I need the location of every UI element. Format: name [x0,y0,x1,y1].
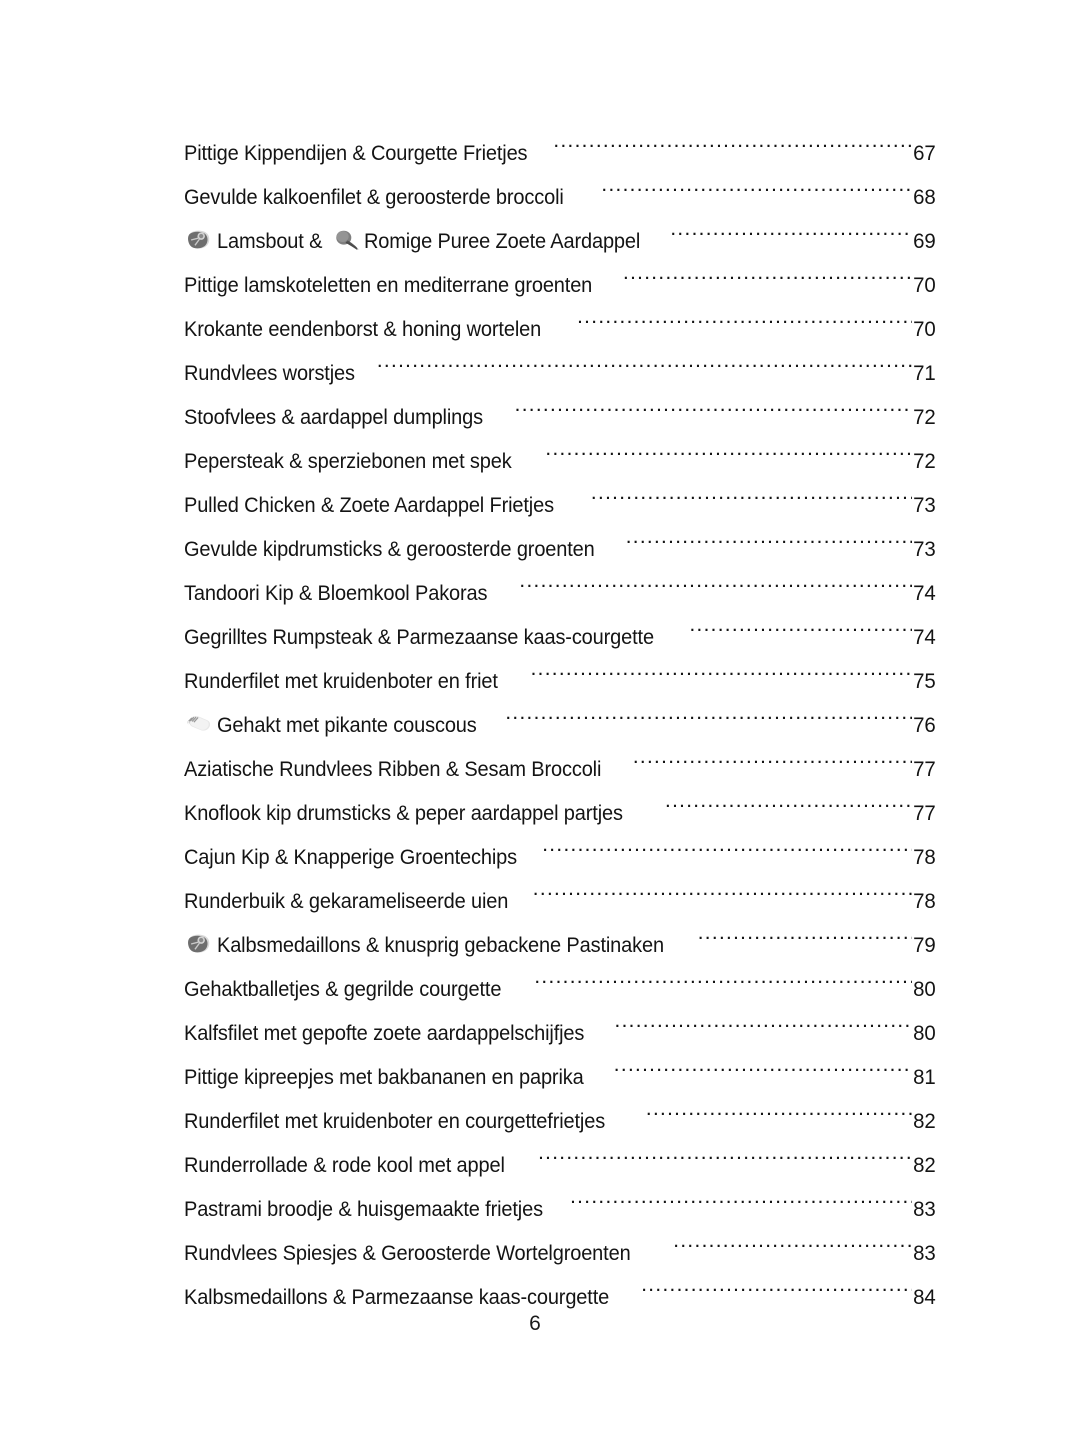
toc-leader-dots [661,226,912,248]
toc-entry[interactable] [184,395,936,439]
toc-leader-dots [641,1282,912,1304]
poultry-leg-icon [332,229,362,251]
toc-entry-title: Rundvlees Spiesjes & Geroosterde Wortelgroenten [184,1241,631,1265]
toc-entry[interactable] [184,923,936,967]
toc-entry-page-number: 73 [913,493,936,517]
toc-entry-page-number: 80 [913,977,936,1001]
toc-leader-dots [614,1018,912,1040]
toc-entry-title: Runderrollade & rode kool met appel [184,1153,505,1177]
toc-entry[interactable] [184,747,936,791]
toc-leader-dots [568,314,912,336]
toc-leader-dots [542,842,912,864]
toc-leader-dots [496,710,912,732]
toc-entry-title: Pittige Kippendijen & Courgette Frietjes [184,141,528,165]
toc-entry-title: Pepersteak & sperziebonen met spek [184,449,512,473]
toc-leader-dots [614,1062,913,1084]
toc-leader-dots [529,1150,912,1172]
toc-leader-dots [664,1238,912,1260]
toc-entry-page-number: 82 [913,1153,936,1177]
toc-leader-dots [592,182,912,204]
toc-entry-title: Cajun Kip & Knapperige Groentechips [184,845,518,869]
toc-entry-title: Aziatische Rundvlees Ribben & Sesam Broccoli [184,757,602,781]
toc-entry[interactable] [184,967,936,1011]
toc-entry-page-number: 67 [913,141,936,165]
toc-entry[interactable] [184,835,936,879]
toc-leader-dots [637,1106,913,1128]
toc-entry[interactable] [184,1231,936,1275]
toc-entry-title: Gevulde kipdrumsticks & geroosterde groenten [184,537,595,561]
toc-entry-page-number: 84 [913,1285,936,1309]
toc-entry-page-number: 68 [913,185,936,209]
table-of-contents [184,131,936,1319]
page-number: 6 [529,1312,541,1335]
toc-entry-title: Knoflook kip drumsticks & peper aardappel partjes [184,801,623,825]
toc-leader-dots [525,974,912,996]
toc-entry[interactable] [184,1055,936,1099]
toc-leader-dots [570,1194,912,1216]
toc-entry-title: Kalbsmedaillons & knusprig gebackene Pastinaken [217,933,664,957]
toc-entry[interactable] [184,1099,936,1143]
toc-entry-page-number: 78 [913,845,936,869]
toc-entry-title: Kalbsmedaillons & Parmezaanse kaas-courgette [184,1285,610,1309]
toc-entry-title: Pittige lamskoteletten en mediterrane groenten [184,273,593,297]
toc-entry-title: Pulled Chicken & Zoete Aardappel Frietjes [184,493,554,517]
toc-entry-page-number: 74 [913,625,936,649]
toc-entry[interactable] [184,615,936,659]
toc-entry[interactable] [184,879,936,923]
toc-entry[interactable] [184,659,936,703]
toc-leader-dots [626,534,913,556]
toc-entry-page-number: 83 [913,1197,936,1221]
toc-entry-title: Gegrilltes Rumpsteak & Parmezaanse kaas-courgette [184,625,654,649]
toc-entry-title: Runderfilet met kruidenboter en friet [184,669,498,693]
toc-entry[interactable] [184,1143,936,1187]
toc-entry-page-number: 75 [913,669,936,693]
toc-entry-page-number: 76 [913,713,936,737]
toc-entry-page-number: 72 [913,405,936,429]
toc-entry-page-number: 81 [913,1065,936,1089]
cut-of-meat-icon [184,933,214,955]
toc-entry[interactable] [184,263,936,307]
toc-entry-title: Pittige kipreepjes met bakbananen en paprika [184,1065,584,1089]
toc-leader-dots [521,666,912,688]
toc-entry[interactable] [184,219,936,263]
toc-entry-title: Gehaktballetjes & gegrilde courgette [184,977,502,1001]
toc-entry[interactable] [184,791,936,835]
toc-entry-page-number: 77 [913,757,936,781]
toc-leader-dots [698,930,913,952]
toc-entry[interactable] [184,175,936,219]
toc-entry-title-continued: Romige Puree Zoete Aardappel [364,229,641,253]
toc-entry-title: Krokante eendenborst & honing wortelen [184,317,542,341]
toc-entry[interactable] [184,131,936,175]
toc-entry-page-number: 70 [913,273,936,297]
toc-entry[interactable] [184,351,936,395]
toc-entry-page-number: 78 [913,889,936,913]
toc-entry[interactable] [184,703,936,747]
toc-leader-dots [533,886,913,908]
toc-entry-page-number: 74 [913,581,936,605]
toc-entry-page-number: 71 [913,361,936,385]
toc-entry-title: Tandoori Kip & Bloemkool Pakoras [184,581,488,605]
toc-entry-page-number: 79 [913,933,936,957]
toc-entry-page-number: 73 [913,537,936,561]
toc-entry[interactable] [184,527,936,571]
toc-leader-dots [506,402,913,424]
toc-leader-dots [656,798,912,820]
toc-entry-title: Gehakt met pikante couscous [217,713,477,737]
toc-entry-title: Runderfilet met kruidenboter en courgettefrietjes [184,1109,606,1133]
toc-entry[interactable] [184,307,936,351]
toc-leader-dots [582,490,913,512]
toc-entry[interactable] [184,1187,936,1231]
toc-entry-page-number: 80 [913,1021,936,1045]
toc-entry-page-number: 77 [913,801,936,825]
toc-entry-title: Kalfsfilet met gepofte zoete aardappelschijfjes [184,1021,585,1045]
toc-leader-dots [510,578,912,600]
toc-entry[interactable] [184,439,936,483]
toc-leader-dots [623,270,912,292]
toc-entry-page-number: 70 [913,317,936,341]
burrito-icon [184,713,214,735]
toc-entry-title: Lamsbout & [217,229,323,253]
toc-entry[interactable] [184,571,936,615]
toc-entry-title: Pastrami broodje & huisgemaakte frietjes [184,1197,543,1221]
toc-entry-page-number: 72 [913,449,936,473]
toc-entry-title: Gevulde kalkoenfilet & geroosterde broccoli [184,185,564,209]
toc-entry-page-number: 69 [913,229,936,253]
toc-leader-dots [553,138,912,160]
cut-of-meat-icon [184,229,214,251]
toc-entry-title: Runderbuik & gekarameliseerde uien [184,889,509,913]
toc-entry[interactable] [184,1011,936,1055]
toc-entry-title: Rundvlees worstjes [184,361,355,385]
toc-leader-dots [689,622,912,644]
toc-leader-dots [633,754,913,776]
toc-leader-dots [536,446,912,468]
toc-leader-dots [368,358,913,380]
toc-entry-page-number: 82 [913,1109,936,1133]
toc-entry-title: Stoofvlees & aardappel dumplings [184,405,483,429]
toc-entry[interactable] [184,483,936,527]
toc-entry-page-number: 83 [913,1241,936,1265]
